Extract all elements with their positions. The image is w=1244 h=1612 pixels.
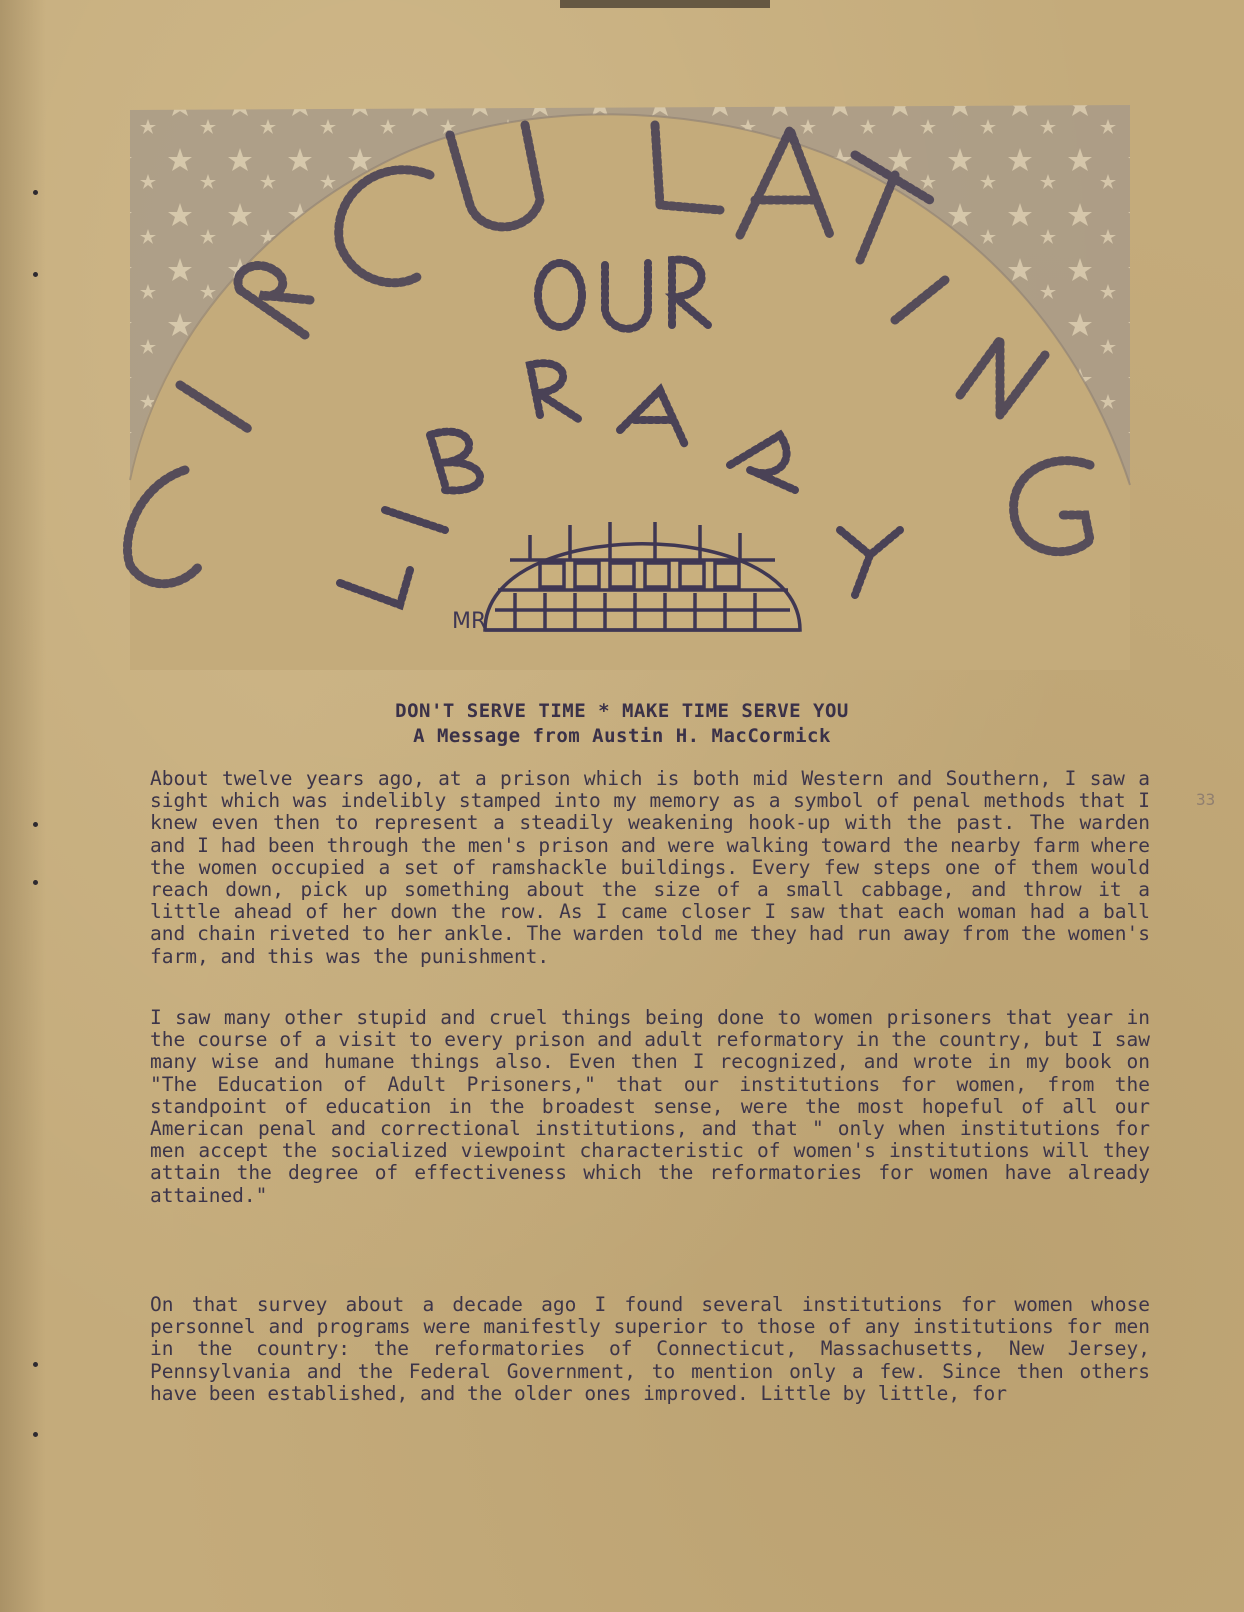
article-byline: A Message from Austin H. MacCormick <box>413 725 831 747</box>
article-body-paragraph <box>150 1294 1150 1405</box>
binding-hole <box>33 1362 38 1367</box>
article-title: DON'T SERVE TIME * MAKE TIME SERVE YOU <box>395 700 849 722</box>
masthead-art <box>100 85 1160 670</box>
paragraph-text: About twelve years ago, at a prison which is both mid Western and Southern, I saw a sight which was indelibly stamped into my memory as a symbol of penal methods that I knew even then to represent a steadily weakening hook-up with the past. The warden and I had been through the men's prison and were walking toward the nearby farm where the women occupied a set of ramshackle buildings. Every few steps one of them would reach down, pick up something about the size of a small cabbage, and throw it a little ahead of her down the row. As I came closer I saw that each woman had a ball and chain riveted to her ankle. The warden told me they had run away from the women's farm, and this was the punishment. <box>150 767 1150 968</box>
artist-initials: MR <box>452 609 487 634</box>
page-edge-shadow <box>0 0 46 1612</box>
binding-hole <box>33 822 38 827</box>
article-body-paragraph <box>150 1007 1150 1207</box>
paragraph-text: I saw many other stupid and cruel things being done to women prisoners that year in the course of a visit to every prison and adult reformatory in the country, but I saw many wise and humane things also. Even then I recognized, and wrote in my book on "The Education of Adult Prisoners," that our institutions for women, from the standpoint of education in the broadest sense, were the most hopeful of all our American penal and correctional institutions, and that " only when institutions for men accept the socialized viewpoint characteristic of women's institutions will they attain the degree of effectiveness which the reformatories for women have already attained." <box>150 1006 1150 1207</box>
binding-hole <box>33 880 38 885</box>
masthead-illustration <box>100 85 1160 670</box>
binding-hole <box>33 272 38 277</box>
binding-hole <box>33 190 38 195</box>
paragraph-text: On that survey about a decade ago I found several institutions for women whose personnel and programs were manifestly superior to those of any institutions for men in the country: the reformatories of Connecticut, Massachusetts, New Jersey, Pennsylvania and the Federal Government, to mention only a few. Since then others have been established, and the older ones improved. Little by little, for <box>150 1293 1150 1405</box>
binding-hole <box>33 1432 38 1437</box>
scan-top-edge <box>560 0 770 8</box>
article-body-paragraph <box>150 768 1150 968</box>
page-number: 33 <box>1196 790 1216 809</box>
